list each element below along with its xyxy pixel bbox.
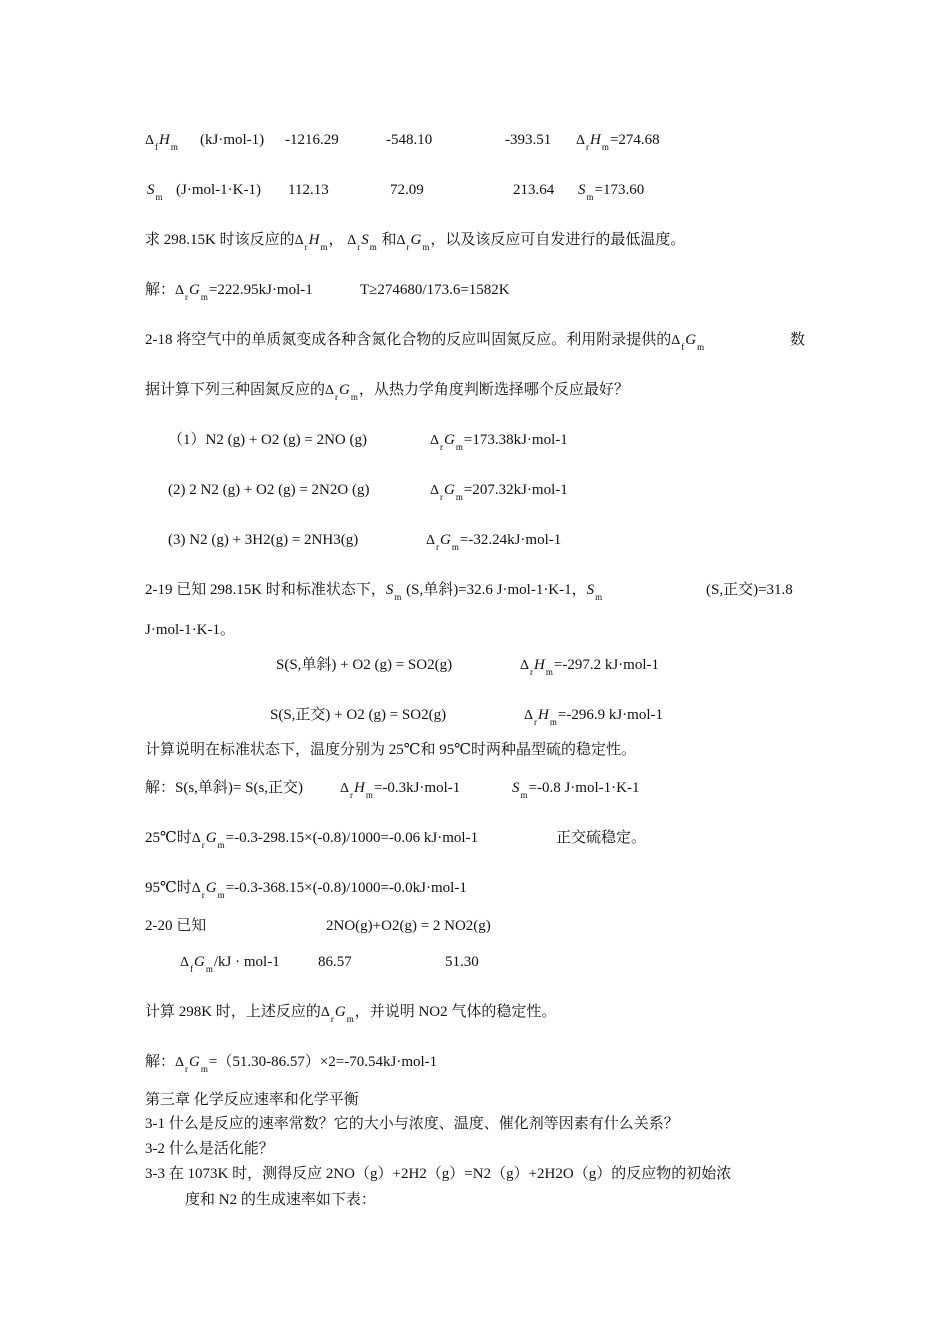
question-3-3-line2: 度和 N2 的生成速率如下表： — [185, 1192, 376, 1208]
entropy-value-2: 72.09 — [390, 182, 424, 198]
question-219-stability: 计算说明在标准状态下，温度分别为 25℃和 95℃时两种晶型硫的稳定性。 — [145, 742, 637, 758]
answer-219-95c: 95℃时$\Delta_rG_m=-0.3-368.15\times(-0.8)/1000=-0.0kJ\cdot mol-1$ — [145, 880, 467, 900]
entropy-value-1: 112.13 — [288, 182, 329, 198]
answer-217: 解：$\Delta_rG_m=222.95kJ\cdot mol-1$ — [145, 282, 313, 302]
question-220-value-no2: 51.30 — [445, 954, 479, 970]
question-220-value-no: 86.57 — [318, 954, 352, 970]
question-218-line1: 2-18 将空气中的单质氮变成各种含氮化合物的反应叫固氮反应。利用附录提供的$\Delta_fG_m$ — [145, 332, 705, 352]
reaction-3-equation: (3) N2 (g) + 3H2(g) = 2NH3(g) — [168, 532, 359, 548]
enthalpy-result-value: =274.68 — [609, 132, 660, 148]
question-220-ask: 计算 298K 时，上述反应的$\Delta_rG_m$，并说明 NO2 气体的稳定性。 — [145, 1004, 557, 1024]
entropy-unit-label: (J·mol-1·K-1) — [176, 182, 261, 198]
answer-219-25c-note: 正交硫稳定。 — [556, 830, 647, 846]
delta-f-h-symbol: $\Delta_fH_m$ — [145, 132, 178, 152]
answer-219-enthalpy: $\Delta_rH_m=-0.3kJ\cdot mol-1$ — [340, 780, 461, 800]
reaction-3-value: $\Delta_rG_m=-32.24kJ\cdot mol-1$ — [426, 532, 562, 552]
reaction-2-equation: (2) 2 N2 (g) + O2 (g) = 2N2O (g) — [168, 482, 370, 498]
entropy-value-3: 213.64 — [513, 182, 555, 198]
chapter-3-title: 第三章 化学反应速率和化学平衡 — [145, 1092, 359, 1108]
sulfur-rhombic-value: $\Delta_rH_m=-296.9$ kJ·mol-1 — [524, 707, 663, 727]
question-219-line2: J·mol-1·K-1。 — [145, 622, 235, 638]
question-220-gibbs-row: $\Delta_fG_m/kJ \cdot mol-1$ — [180, 954, 280, 974]
sulfur-monoclinic-equation: S(S,单斜) + O2 (g) = SO2(g) — [276, 657, 453, 673]
question-217: 求 298.15K 时该反应的$\Delta_rH_m$， $\Delta_rS_m$ 和$\Delta_rG_m$，以及该反应可自发进行的最低温度。 — [145, 232, 686, 252]
question-219-line1: 2-19 已知 298.15K 时和标准状态下，$S_m$ (S,单斜)=32.6 J·mol-1·K-1，$S_m$ — [145, 582, 603, 602]
reaction-1-value: $\Delta_rG_m=173.38kJ\cdot mol-1$ — [430, 432, 568, 452]
question-218-line1-end: 数 — [790, 332, 806, 348]
enthalpy-value-3: -393.51 — [505, 132, 552, 148]
answer-219-transition: 解：S(s,单斜)= S(s,正交) — [145, 780, 304, 796]
question-220-equation: 2NO(g)+O2(g) = 2 NO2(g) — [326, 918, 491, 934]
reaction-1-equation: （1）N2 (g) + O2 (g) = 2NO (g) — [168, 432, 367, 448]
enthalpy-result: $\Delta_rH_m=274.68$ — [576, 132, 660, 152]
question-219-line1-end: (S,正交)=31.8 — [706, 582, 793, 598]
entropy-result-value: =173.60 — [594, 182, 645, 198]
question-3-1: 3-1 什么是反应的速率常数？它的大小与浓度、温度、催化剂等因素有什么关系？ — [145, 1116, 679, 1132]
sulfur-monoclinic-value: $\Delta_rH_m=-297.2$ kJ·mol-1 — [520, 657, 659, 677]
question-3-3-line1: 3-3 在 1073K 时，测得反应 2NO（g）+2H2（g）=N2（g）+2H2O（g）的反应物的初始浓 — [145, 1166, 732, 1182]
entropy-result: $S_m=173.60$ — [578, 182, 645, 202]
answer-220: 解：$\Delta_rG_m=(51.30-86.57)\times 2=-70.54kJ\cdot mol-1$ — [145, 1054, 438, 1074]
reaction-2-value: $\Delta_rG_m=207.32kJ\cdot mol-1$ — [430, 482, 568, 502]
question-218-line2: 据计算下列三种固氮反应的$\Delta_rG_m$，从热力学角度判断选择哪个反应最好？ — [145, 382, 629, 402]
enthalpy-unit-label: (kJ·mol-1) — [200, 132, 265, 148]
enthalpy-value-1: -1216.29 — [285, 132, 339, 148]
answer-219-25c: 25℃时$\Delta_rG_m=-0.3-298.15\times(-0.8)/1000=-0.06$ kJ·mol-1 — [145, 830, 479, 850]
question-220-head: 2-20 已知 — [145, 918, 207, 934]
sulfur-rhombic-equation: S(S,正交) + O2 (g) = SO2(g) — [270, 707, 447, 723]
question-3-2: 3-2 什么是活化能？ — [145, 1141, 274, 1157]
table-row-enthalpy — [145, 130, 179, 157]
answer-217-temperature: T≥274680/173.6=1582K — [360, 282, 510, 298]
answer-219-entropy: $S_m=-0.8$ J·mol-1·K-1 — [512, 780, 640, 800]
entropy-symbol: $S_m$ — [147, 182, 163, 202]
enthalpy-value-2: -548.10 — [386, 132, 433, 148]
